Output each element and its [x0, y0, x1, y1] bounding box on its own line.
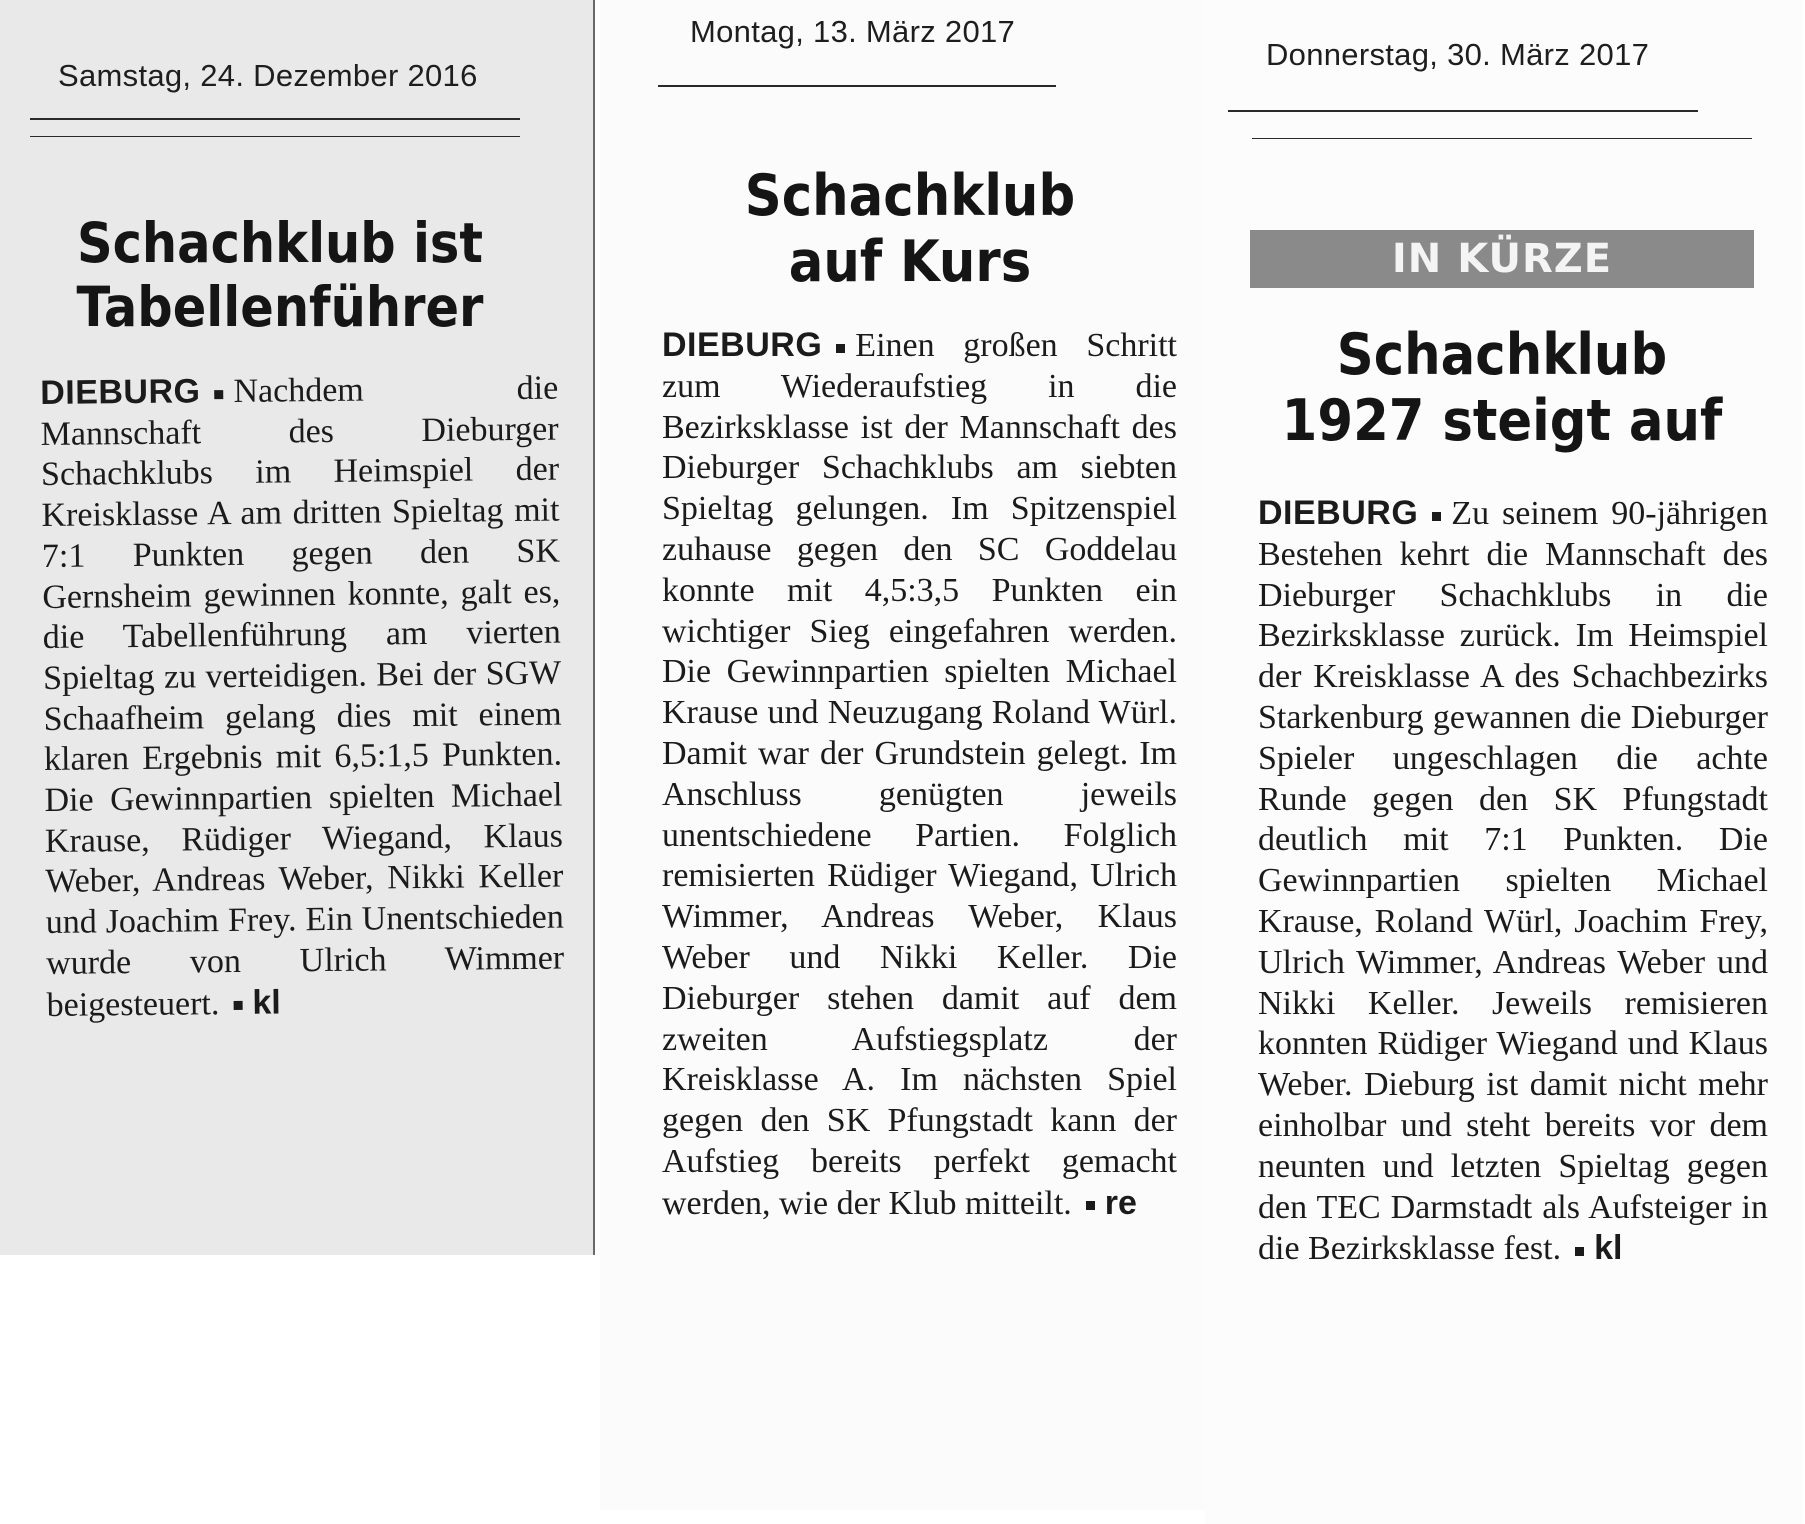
clipping-3-top-rule	[1228, 110, 1698, 112]
bullet-square-icon	[1575, 1247, 1584, 1256]
bullet-square-icon	[1086, 1201, 1095, 1210]
clipping-1-author: kl	[252, 983, 281, 1022]
clipping-2-top-rule	[658, 85, 1056, 87]
clipping-3-headline: Schachklub 1927 steigt auf	[1281, 322, 1723, 455]
bullet-square-icon	[836, 344, 845, 353]
clipping-3-date: Donnerstag, 30. März 2017	[1266, 37, 1650, 72]
clipping-1-secondary-rule	[30, 136, 520, 137]
clipping-1-body	[40, 368, 565, 1027]
bullet-square-icon	[233, 1001, 242, 1010]
bullet-square-icon	[1432, 512, 1441, 521]
bullet-square-icon	[214, 390, 223, 399]
clipping-1-text: Nachdem die Mannschaft des Dieburger Schachklubs im Heimspiel der Kreisklasse A am dritten Spieltag mit 7:1 Punkten gegen den SK Gernsheim gewinnen konnte, galt es, die Tabellenführung am vierten Spieltag zu verteidigen. Bei der SGW Schaafheim gelang dies mit einem klaren Ergebnis mit 6,5:1,5 Punkten. Die Gewinnpartien spielten Michael Krause, Rüdiger Wiegand, Klaus Weber, Andreas Weber, Nikki Keller und Joachim Frey. Ein Unentschieden wurde von Ulrich Wimmer beigesteuert.	[40, 369, 565, 1024]
clipping-2-headline: Schachklub auf Kurs	[744, 163, 1076, 296]
clipping-2-body	[662, 325, 1177, 1225]
clipping-1-date: Samstag, 24. Dezember 2016	[58, 58, 478, 93]
clipping-3-author: kl	[1594, 1229, 1623, 1268]
clipping-3-body	[1258, 493, 1768, 1270]
clipping-1-city: DIEBURG	[40, 372, 201, 412]
clipping-3-text: Zu seinem 90-jährigen Bestehen kehrt die Mannschaft des Dieburger Schachklubs in die Bezirksklasse zurück. Im Heimspiel der Kreisklasse A des Schachbezirks Starkenburg gewannen die Dieburger Spieler ungeschlagen die achte Runde gegen den SK Pfungstadt deutlich mit 7:1 Punkten. Die Gewinnpartien spielten Michael Krause, Roland Würl, Joachim Frey, Ulrich Wimmer, Andreas Weber und Nikki Keller. Jeweils remisieren konnten Rüdiger Wiegand und Klaus Weber. Dieburg ist damit nicht mehr einholbar und steht bereits vor dem neunten und letzten Spieltag gegen den TEC Darmstadt als Aufsteiger in die Bezirksklasse fest.	[1258, 495, 1768, 1268]
clipping-2-date: Montag, 13. März 2017	[690, 14, 1016, 49]
clipping-3-secondary-rule	[1252, 138, 1752, 139]
clipping-2-city: DIEBURG	[662, 326, 823, 364]
clipping-3-city: DIEBURG	[1258, 494, 1419, 532]
clipping-2-author: re	[1104, 1183, 1137, 1222]
clipping-2-text: Einen großen Schritt zum Wiederaufstieg in die Bezirksklasse ist der Mannschaft des Dieburger Schachklubs am siebten Spieltag gelungen. Im Spitzenspiel zuhause gegen den SC Goddelau konnte mit 4,5:3,5 Punkten ein wichtiger Sieg eingefahren werden. Die Gewinnpartien spielten Michael Krause und Neuzugang Roland Würl. Damit war der Grundstein gelegt. Im Anschluss genügten jeweils unentschiedene Partien. Folglich remisierten Rüdiger Wiegand, Ulrich Wimmer, Andreas Weber, Klaus Weber und Nikki Keller. Die Dieburger stehen damit auf dem zweiten Aufstiegsplatz der Kreisklasse A. Im nächsten Spiel gegen den SK Pfungstadt kann der Aufstieg bereits perfekt gemacht werden, wie der Klub mitteilt.	[662, 327, 1177, 1222]
clipping-1-headline: Schachklub ist Tabellenführer	[76, 211, 484, 339]
clipping-3-kicker-badge: IN KÜRZE	[1250, 230, 1754, 288]
clipping-1-top-rule	[30, 118, 520, 120]
